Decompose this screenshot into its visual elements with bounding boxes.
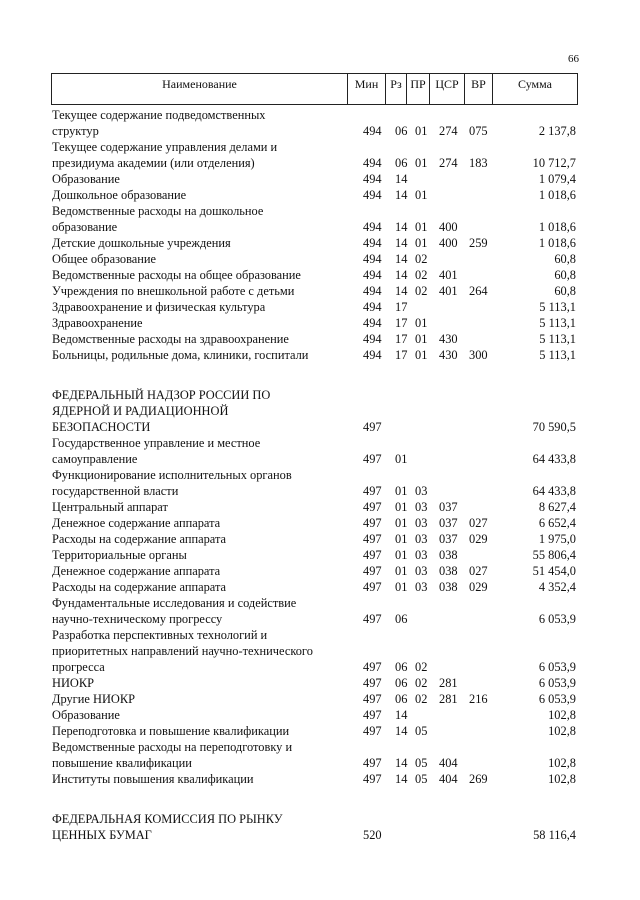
cell-pr: 03 <box>415 564 428 578</box>
cell-pr: 03 <box>415 532 428 546</box>
cell-sum: 1 079,4 <box>538 172 576 186</box>
cell-csr: 400 <box>439 220 458 234</box>
row-name <box>52 187 348 203</box>
row-name-line: прогресса <box>52 660 105 674</box>
cell-min: 497 <box>363 756 382 770</box>
row-name-line: научно-техническому прогрессу <box>52 612 223 626</box>
row-name-line: Текущее содержание управления делами и <box>52 140 278 154</box>
cell-min: 494 <box>363 284 382 298</box>
row-name <box>52 739 348 771</box>
row-name <box>52 251 348 267</box>
cell-sum: 6 053,9 <box>538 676 576 690</box>
row-name-line: НИОКР <box>52 676 94 690</box>
cell-sum: 55 806,4 <box>532 548 576 562</box>
cell-csr: 404 <box>439 772 458 786</box>
row-name-line: ЦЕННЫХ БУМАГ <box>52 828 152 842</box>
row-name <box>52 563 348 579</box>
row-name <box>52 707 348 723</box>
cell-pr: 01 <box>415 348 428 362</box>
row-name-line: ФЕДЕРАЛЬНЫЙ НАДЗОР РОССИИ ПО <box>52 388 271 402</box>
table-row <box>52 563 576 579</box>
cell-rz: 14 <box>395 220 408 234</box>
row-name <box>52 515 348 531</box>
cell-rz: 01 <box>395 516 408 530</box>
row-name-line: самоуправление <box>52 452 138 466</box>
page-number: 66 <box>568 53 579 65</box>
cell-rz: 01 <box>395 564 408 578</box>
cell-sum: 60,8 <box>554 252 576 266</box>
row-name-line: Переподготовка и повышение квалификации <box>52 724 290 738</box>
table-row <box>52 531 576 547</box>
cell-min: 497 <box>363 580 382 594</box>
cell-rz: 14 <box>395 268 408 282</box>
row-name-line: Расходы на содержание аппарата <box>52 580 227 594</box>
row-name-line: Другие НИОКР <box>52 692 135 706</box>
row-name <box>52 107 348 139</box>
cell-rz: 17 <box>395 316 408 330</box>
cell-csr: 038 <box>439 548 458 562</box>
cell-rz: 14 <box>395 756 408 770</box>
row-name-line: приоритетных направлений научно-технического <box>52 644 313 658</box>
row-name-line: Территориальные органы <box>52 548 187 562</box>
cell-pr: 05 <box>415 772 428 786</box>
table-row <box>52 595 576 627</box>
cell-sum: 5 113,1 <box>539 348 576 362</box>
cell-sum: 8 627,4 <box>538 500 576 514</box>
cell-csr: 274 <box>439 124 458 138</box>
row-name-line: Ведомственные расходы на общее образование <box>52 268 301 282</box>
header-rz: Рз <box>386 74 407 104</box>
cell-min: 497 <box>363 660 382 674</box>
cell-min: 497 <box>363 692 382 706</box>
header-pr: ПР <box>407 74 430 104</box>
cell-sum: 6 652,4 <box>538 516 576 530</box>
cell-vr: 029 <box>469 532 488 546</box>
table-row <box>52 723 576 739</box>
row-name-line: БЕЗОПАСНОСТИ <box>52 420 151 434</box>
table-row <box>52 771 576 787</box>
row-name-line: Разработка перспективных технологий и <box>52 628 268 642</box>
cell-rz: 06 <box>395 156 408 170</box>
cell-min: 520 <box>363 828 382 842</box>
cell-rz: 06 <box>395 124 408 138</box>
cell-csr: 037 <box>439 532 458 546</box>
row-name <box>52 627 348 675</box>
cell-sum: 60,8 <box>554 268 576 282</box>
row-name-line: Центральный аппарат <box>52 500 168 514</box>
table-row <box>52 675 576 691</box>
row-name-line: президиума академии (или отделения) <box>52 156 255 170</box>
cell-min: 494 <box>363 252 382 266</box>
row-name <box>52 347 348 363</box>
table-row <box>52 315 576 331</box>
cell-rz: 01 <box>395 580 408 594</box>
cell-vr: 300 <box>469 348 488 362</box>
cell-rz: 14 <box>395 708 408 722</box>
cell-sum: 60,8 <box>554 284 576 298</box>
table-row <box>52 467 576 499</box>
cell-sum: 1 018,6 <box>538 220 576 234</box>
row-name-line: Денежное содержание аппарата <box>52 516 221 530</box>
row-name-line: Больницы, родильные дома, клиники, госпитали <box>52 348 309 362</box>
row-name-line: Учреждения по внешкольной работе с детьми <box>52 284 295 298</box>
cell-min: 497 <box>363 420 382 434</box>
cell-min: 494 <box>363 348 382 362</box>
cell-rz: 06 <box>395 676 408 690</box>
table-row <box>52 499 576 515</box>
row-name-line: Здравоохранение и физическая культура <box>52 300 266 314</box>
cell-sum: 10 712,7 <box>532 156 576 170</box>
table-row <box>52 739 576 771</box>
cell-min: 494 <box>363 316 382 330</box>
row-name-line: Образование <box>52 708 120 722</box>
section-spacer <box>52 363 576 387</box>
section-spacer <box>52 787 576 811</box>
cell-csr: 038 <box>439 580 458 594</box>
cell-sum: 102,8 <box>548 772 576 786</box>
cell-min: 497 <box>363 676 382 690</box>
row-name-line: Общее образование <box>52 252 157 266</box>
cell-sum: 64 433,8 <box>532 484 576 498</box>
cell-csr: 038 <box>439 564 458 578</box>
cell-csr: 281 <box>439 692 458 706</box>
table-row <box>52 299 576 315</box>
cell-vr: 183 <box>469 156 488 170</box>
cell-csr: 037 <box>439 516 458 530</box>
cell-rz: 01 <box>395 532 408 546</box>
cell-pr: 01 <box>415 316 428 330</box>
row-name <box>52 691 348 707</box>
cell-vr: 259 <box>469 236 488 250</box>
cell-min: 497 <box>363 612 382 626</box>
cell-rz: 06 <box>395 612 408 626</box>
row-name <box>52 139 348 171</box>
cell-rz: 01 <box>395 452 408 466</box>
row-name <box>52 723 348 739</box>
table-row <box>52 235 576 251</box>
cell-min: 494 <box>363 156 382 170</box>
cell-min: 497 <box>363 708 382 722</box>
table-row <box>52 267 576 283</box>
row-name <box>52 171 348 187</box>
row-name <box>52 499 348 515</box>
cell-csr: 274 <box>439 156 458 170</box>
row-name-line: Дошкольное образование <box>52 188 187 202</box>
table-row <box>52 547 576 563</box>
cell-vr: 075 <box>469 124 488 138</box>
cell-csr: 430 <box>439 348 458 362</box>
row-name <box>52 331 348 347</box>
row-name <box>52 283 348 299</box>
cell-sum: 6 053,9 <box>538 692 576 706</box>
table-row <box>52 203 576 235</box>
row-name-line: Ведомственные расходы на дошкольное <box>52 204 264 218</box>
cell-min: 494 <box>363 220 382 234</box>
cell-rz: 14 <box>395 252 408 266</box>
cell-csr: 400 <box>439 236 458 250</box>
cell-pr: 02 <box>415 284 428 298</box>
cell-pr: 02 <box>415 268 428 282</box>
cell-sum: 51 454,0 <box>532 564 576 578</box>
table-row <box>52 811 576 843</box>
cell-rz: 01 <box>395 484 408 498</box>
cell-pr: 02 <box>415 676 428 690</box>
row-name-line: Денежное содержание аппарата <box>52 564 221 578</box>
cell-sum: 102,8 <box>548 756 576 770</box>
cell-sum: 6 053,9 <box>538 660 576 674</box>
cell-min: 494 <box>363 300 382 314</box>
cell-pr: 03 <box>415 548 428 562</box>
cell-sum: 5 113,1 <box>539 332 576 346</box>
cell-rz: 14 <box>395 236 408 250</box>
row-name-line: Фундаментальные исследования и содействие <box>52 596 297 610</box>
cell-min: 494 <box>363 172 382 186</box>
cell-sum: 70 590,5 <box>532 420 576 434</box>
row-name <box>52 267 348 283</box>
cell-rz: 17 <box>395 348 408 362</box>
cell-sum: 5 113,1 <box>539 316 576 330</box>
cell-vr: 216 <box>469 692 488 706</box>
table-body <box>52 107 576 843</box>
table-row <box>52 347 576 363</box>
table-row <box>52 331 576 347</box>
cell-sum: 102,8 <box>548 708 576 722</box>
row-name-line: повышение квалификации <box>52 756 192 770</box>
row-name-line: Ведомственные расходы на переподготовку и <box>52 740 293 754</box>
cell-sum: 2 137,8 <box>538 124 576 138</box>
cell-pr: 03 <box>415 580 428 594</box>
cell-min: 497 <box>363 548 382 562</box>
table-row <box>52 387 576 435</box>
table-row <box>52 187 576 203</box>
cell-pr: 01 <box>415 236 428 250</box>
cell-min: 494 <box>363 188 382 202</box>
row-name-line: ФЕДЕРАЛЬНАЯ КОМИССИЯ ПО РЫНКУ <box>52 812 283 826</box>
row-name-line: Расходы на содержание аппарата <box>52 532 227 546</box>
cell-pr: 01 <box>415 124 428 138</box>
row-name <box>52 531 348 547</box>
cell-sum: 1 018,6 <box>538 236 576 250</box>
cell-min: 497 <box>363 532 382 546</box>
cell-csr: 401 <box>439 284 458 298</box>
cell-pr: 01 <box>415 188 428 202</box>
cell-min: 497 <box>363 724 382 738</box>
header-vr: ВР <box>465 74 493 104</box>
table-row <box>52 691 576 707</box>
cell-vr: 029 <box>469 580 488 594</box>
header-csr: ЦСР <box>430 74 465 104</box>
cell-pr: 03 <box>415 500 428 514</box>
cell-rz: 06 <box>395 660 408 674</box>
table-row <box>52 107 576 139</box>
row-name <box>52 595 348 627</box>
cell-vr: 269 <box>469 772 488 786</box>
row-name-line: Государственное управление и местное <box>52 436 261 450</box>
row-name <box>52 435 348 467</box>
row-name-line: образование <box>52 220 118 234</box>
cell-sum: 64 433,8 <box>532 452 576 466</box>
cell-pr: 05 <box>415 756 428 770</box>
cell-min: 494 <box>363 124 382 138</box>
table-row <box>52 627 576 675</box>
cell-min: 497 <box>363 452 382 466</box>
cell-sum: 5 113,1 <box>539 300 576 314</box>
cell-rz: 01 <box>395 548 408 562</box>
row-name-line: Функционирование исполнительных органов <box>52 468 292 482</box>
row-name <box>52 771 348 787</box>
cell-pr: 01 <box>415 156 428 170</box>
row-name-line: ЯДЕРНОЙ И РАДИАЦИОННОЙ <box>52 404 229 418</box>
cell-rz: 17 <box>395 300 408 314</box>
row-name-line: Институты повышения квалификации <box>52 772 254 786</box>
cell-min: 497 <box>363 772 382 786</box>
cell-min: 494 <box>363 332 382 346</box>
cell-csr: 037 <box>439 500 458 514</box>
cell-sum: 6 053,9 <box>538 612 576 626</box>
cell-pr: 02 <box>415 252 428 266</box>
row-name-line: Текущее содержание подведомственных <box>52 108 266 122</box>
row-name-line: Здравоохранение <box>52 316 143 330</box>
cell-csr: 404 <box>439 756 458 770</box>
cell-rz: 14 <box>395 284 408 298</box>
cell-pr: 01 <box>415 332 428 346</box>
cell-csr: 401 <box>439 268 458 282</box>
row-name <box>52 315 348 331</box>
header-name: Наименование <box>52 74 348 104</box>
cell-pr: 02 <box>415 692 428 706</box>
header-min: Мин <box>348 74 386 104</box>
row-name <box>52 675 348 691</box>
cell-min: 497 <box>363 484 382 498</box>
cell-sum: 4 352,4 <box>538 580 576 594</box>
row-name-line: государственной власти <box>52 484 179 498</box>
cell-rz: 14 <box>395 188 408 202</box>
cell-csr: 430 <box>439 332 458 346</box>
table-row <box>52 707 576 723</box>
cell-min: 497 <box>363 564 382 578</box>
row-name-line: Детские дошкольные учреждения <box>52 236 231 250</box>
cell-sum: 58 116,4 <box>533 828 576 842</box>
table-row <box>52 171 576 187</box>
table-header <box>51 73 578 105</box>
row-name <box>52 203 348 235</box>
table-row <box>52 251 576 267</box>
cell-sum: 1 975,0 <box>538 532 576 546</box>
cell-rz: 14 <box>395 172 408 186</box>
cell-rz: 14 <box>395 772 408 786</box>
cell-csr: 281 <box>439 676 458 690</box>
row-name-line: Образование <box>52 172 120 186</box>
cell-sum: 102,8 <box>548 724 576 738</box>
cell-pr: 05 <box>415 724 428 738</box>
cell-vr: 027 <box>469 564 488 578</box>
cell-pr: 01 <box>415 220 428 234</box>
cell-vr: 264 <box>469 284 488 298</box>
cell-rz: 17 <box>395 332 408 346</box>
cell-rz: 14 <box>395 724 408 738</box>
table-row <box>52 283 576 299</box>
row-name-line: Ведомственные расходы на здравоохранение <box>52 332 289 346</box>
cell-pr: 03 <box>415 484 428 498</box>
header-sum: Сумма <box>518 77 552 91</box>
cell-vr: 027 <box>469 516 488 530</box>
row-name <box>52 299 348 315</box>
row-name <box>52 811 348 843</box>
row-name <box>52 579 348 595</box>
row-name <box>52 235 348 251</box>
table-row <box>52 515 576 531</box>
row-name <box>52 547 348 563</box>
cell-min: 494 <box>363 268 382 282</box>
cell-min: 497 <box>363 500 382 514</box>
table-row <box>52 579 576 595</box>
cell-min: 494 <box>363 236 382 250</box>
table-row <box>52 435 576 467</box>
cell-pr: 03 <box>415 516 428 530</box>
row-name <box>52 467 348 499</box>
cell-pr: 02 <box>415 660 428 674</box>
row-name-line: структур <box>52 124 99 138</box>
table-row <box>52 139 576 171</box>
cell-sum: 1 018,6 <box>538 188 576 202</box>
cell-rz: 06 <box>395 692 408 706</box>
cell-rz: 01 <box>395 500 408 514</box>
row-name <box>52 387 348 435</box>
cell-min: 497 <box>363 516 382 530</box>
